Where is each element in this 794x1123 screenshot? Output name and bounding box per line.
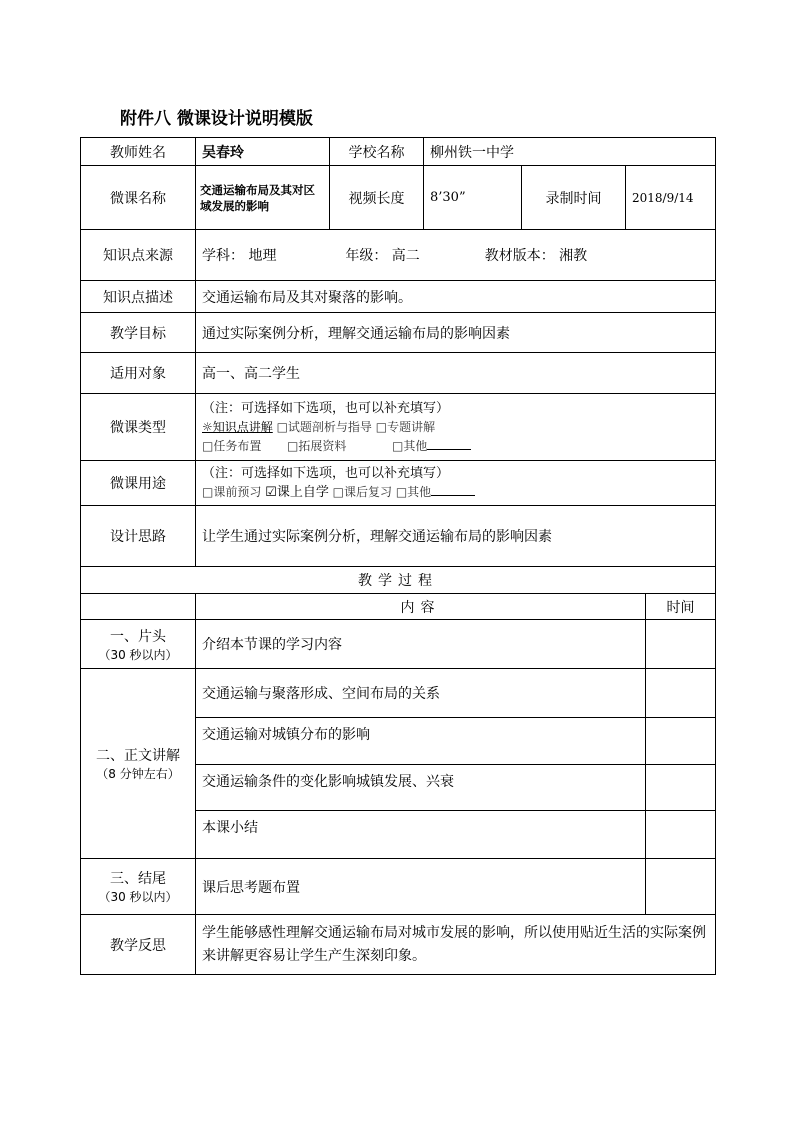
time-header: 时间 bbox=[646, 594, 716, 620]
section-main-title: 二、正文讲解 bbox=[96, 748, 180, 764]
source-value bbox=[196, 230, 716, 281]
main-time-3 bbox=[646, 765, 716, 811]
design-label: 设计思路 bbox=[81, 506, 196, 567]
usage-label: 微课用途 bbox=[81, 461, 196, 506]
section-intro-title: 一、片头 bbox=[110, 628, 166, 645]
type-option-other[interactable]: □其他 bbox=[392, 438, 428, 453]
design-form-table bbox=[80, 137, 716, 975]
type-option-extension[interactable]: □拓展资料 bbox=[287, 438, 347, 453]
intro-time bbox=[646, 620, 716, 669]
lesson-label: 微课名称 bbox=[81, 166, 196, 230]
usage-option-other[interactable]: □其他 bbox=[395, 485, 432, 499]
usage-other-blank[interactable] bbox=[431, 483, 475, 496]
section-end-title: 三、结尾 bbox=[110, 871, 166, 887]
goal-label: 教学目标 bbox=[81, 313, 196, 353]
usage-option-review[interactable]: □课后复习 bbox=[332, 485, 392, 499]
record-label: 录制时间 bbox=[522, 166, 626, 230]
school-value: 柳州铁一中学 bbox=[424, 138, 716, 166]
type-other-blank[interactable] bbox=[427, 437, 471, 450]
end-time bbox=[646, 859, 716, 915]
usage-option-selfstudy[interactable]: ☑课上自学 bbox=[265, 485, 329, 500]
type-option-knowledge[interactable]: ☼知识点讲解 bbox=[202, 419, 273, 434]
type-option-exam[interactable]: □试题剖析与指导 bbox=[276, 419, 372, 434]
main-time-4 bbox=[646, 811, 716, 859]
source-label: 知识点来源 bbox=[81, 230, 196, 281]
main-time-2 bbox=[646, 718, 716, 765]
school-label: 学校名称 bbox=[330, 138, 424, 166]
process-heading: 教学过程 bbox=[81, 567, 716, 594]
main-content-3: 交通运输条件的变化影响城镇发展、兴衰 bbox=[196, 765, 646, 811]
usage-options bbox=[196, 461, 716, 506]
section-main bbox=[81, 669, 196, 859]
duration-value: 8’30” bbox=[424, 166, 522, 230]
reflection-value: 学生能够感性理解交通运输布局对城市发展的影响，所以使用贴近生活的实际案例来讲解更容易让学生产生深刻印象。 bbox=[196, 915, 716, 975]
type-label: 微课类型 bbox=[81, 394, 196, 461]
type-note: （注：可选择如下选项，也可以补充填写） bbox=[202, 400, 450, 416]
teacher-value: 吴春玲 bbox=[196, 138, 330, 166]
usage-note: （注：可选择如下选项，也可以补充填写） bbox=[202, 466, 450, 481]
section-intro-sub: （30 秒以内） bbox=[98, 647, 178, 662]
type-options bbox=[196, 394, 716, 461]
usage-option-preview[interactable]: □课前预习 bbox=[202, 485, 262, 499]
main-content-2: 交通运输对城镇分布的影响 bbox=[196, 718, 646, 765]
duration-label: 视频长度 bbox=[330, 166, 424, 230]
source-grade: 年级： 高二 bbox=[345, 248, 420, 264]
section-intro bbox=[81, 620, 196, 669]
source-edition: 教材版本： 湘教 bbox=[484, 248, 588, 264]
teacher-label: 教师姓名 bbox=[81, 138, 196, 166]
main-time-1 bbox=[646, 669, 716, 718]
reflection-label: 教学反思 bbox=[81, 915, 196, 975]
section-main-sub: （8 分钟左右） bbox=[96, 767, 180, 781]
content-header: 内容 bbox=[196, 594, 646, 620]
section-end bbox=[81, 859, 196, 915]
page-title: 附件八 微课设计说明模版 bbox=[120, 109, 313, 129]
type-option-topic[interactable]: □专题讲解 bbox=[375, 419, 436, 434]
type-option-task[interactable]: □任务布置 bbox=[202, 438, 262, 453]
target-label: 适用对象 bbox=[81, 353, 196, 394]
source-subject: 学科： 地理 bbox=[202, 248, 277, 264]
lesson-value: 交通运输布局及其对区域发展的影响 bbox=[196, 166, 330, 230]
desc-value: 交通运输布局及其对聚落的影响。 bbox=[196, 281, 716, 313]
record-value: 2018/9/14 bbox=[626, 166, 716, 230]
main-content-4: 本课小结 bbox=[196, 811, 646, 859]
process-blank-header bbox=[81, 594, 196, 620]
intro-content: 介绍本节课的学习内容 bbox=[196, 620, 646, 669]
main-content-1: 交通运输与聚落形成、空间布局的关系 bbox=[196, 669, 646, 718]
target-value: 高一、高二学生 bbox=[196, 353, 716, 394]
desc-label: 知识点描述 bbox=[81, 281, 196, 313]
goal-value: 通过实际案例分析，理解交通运输布局的影响因素 bbox=[196, 313, 716, 353]
design-value: 让学生通过实际案例分析，理解交通运输布局的影响因素 bbox=[196, 506, 716, 567]
section-end-sub: （30 秒以内） bbox=[98, 890, 178, 904]
end-content: 课后思考题布置 bbox=[196, 859, 646, 915]
